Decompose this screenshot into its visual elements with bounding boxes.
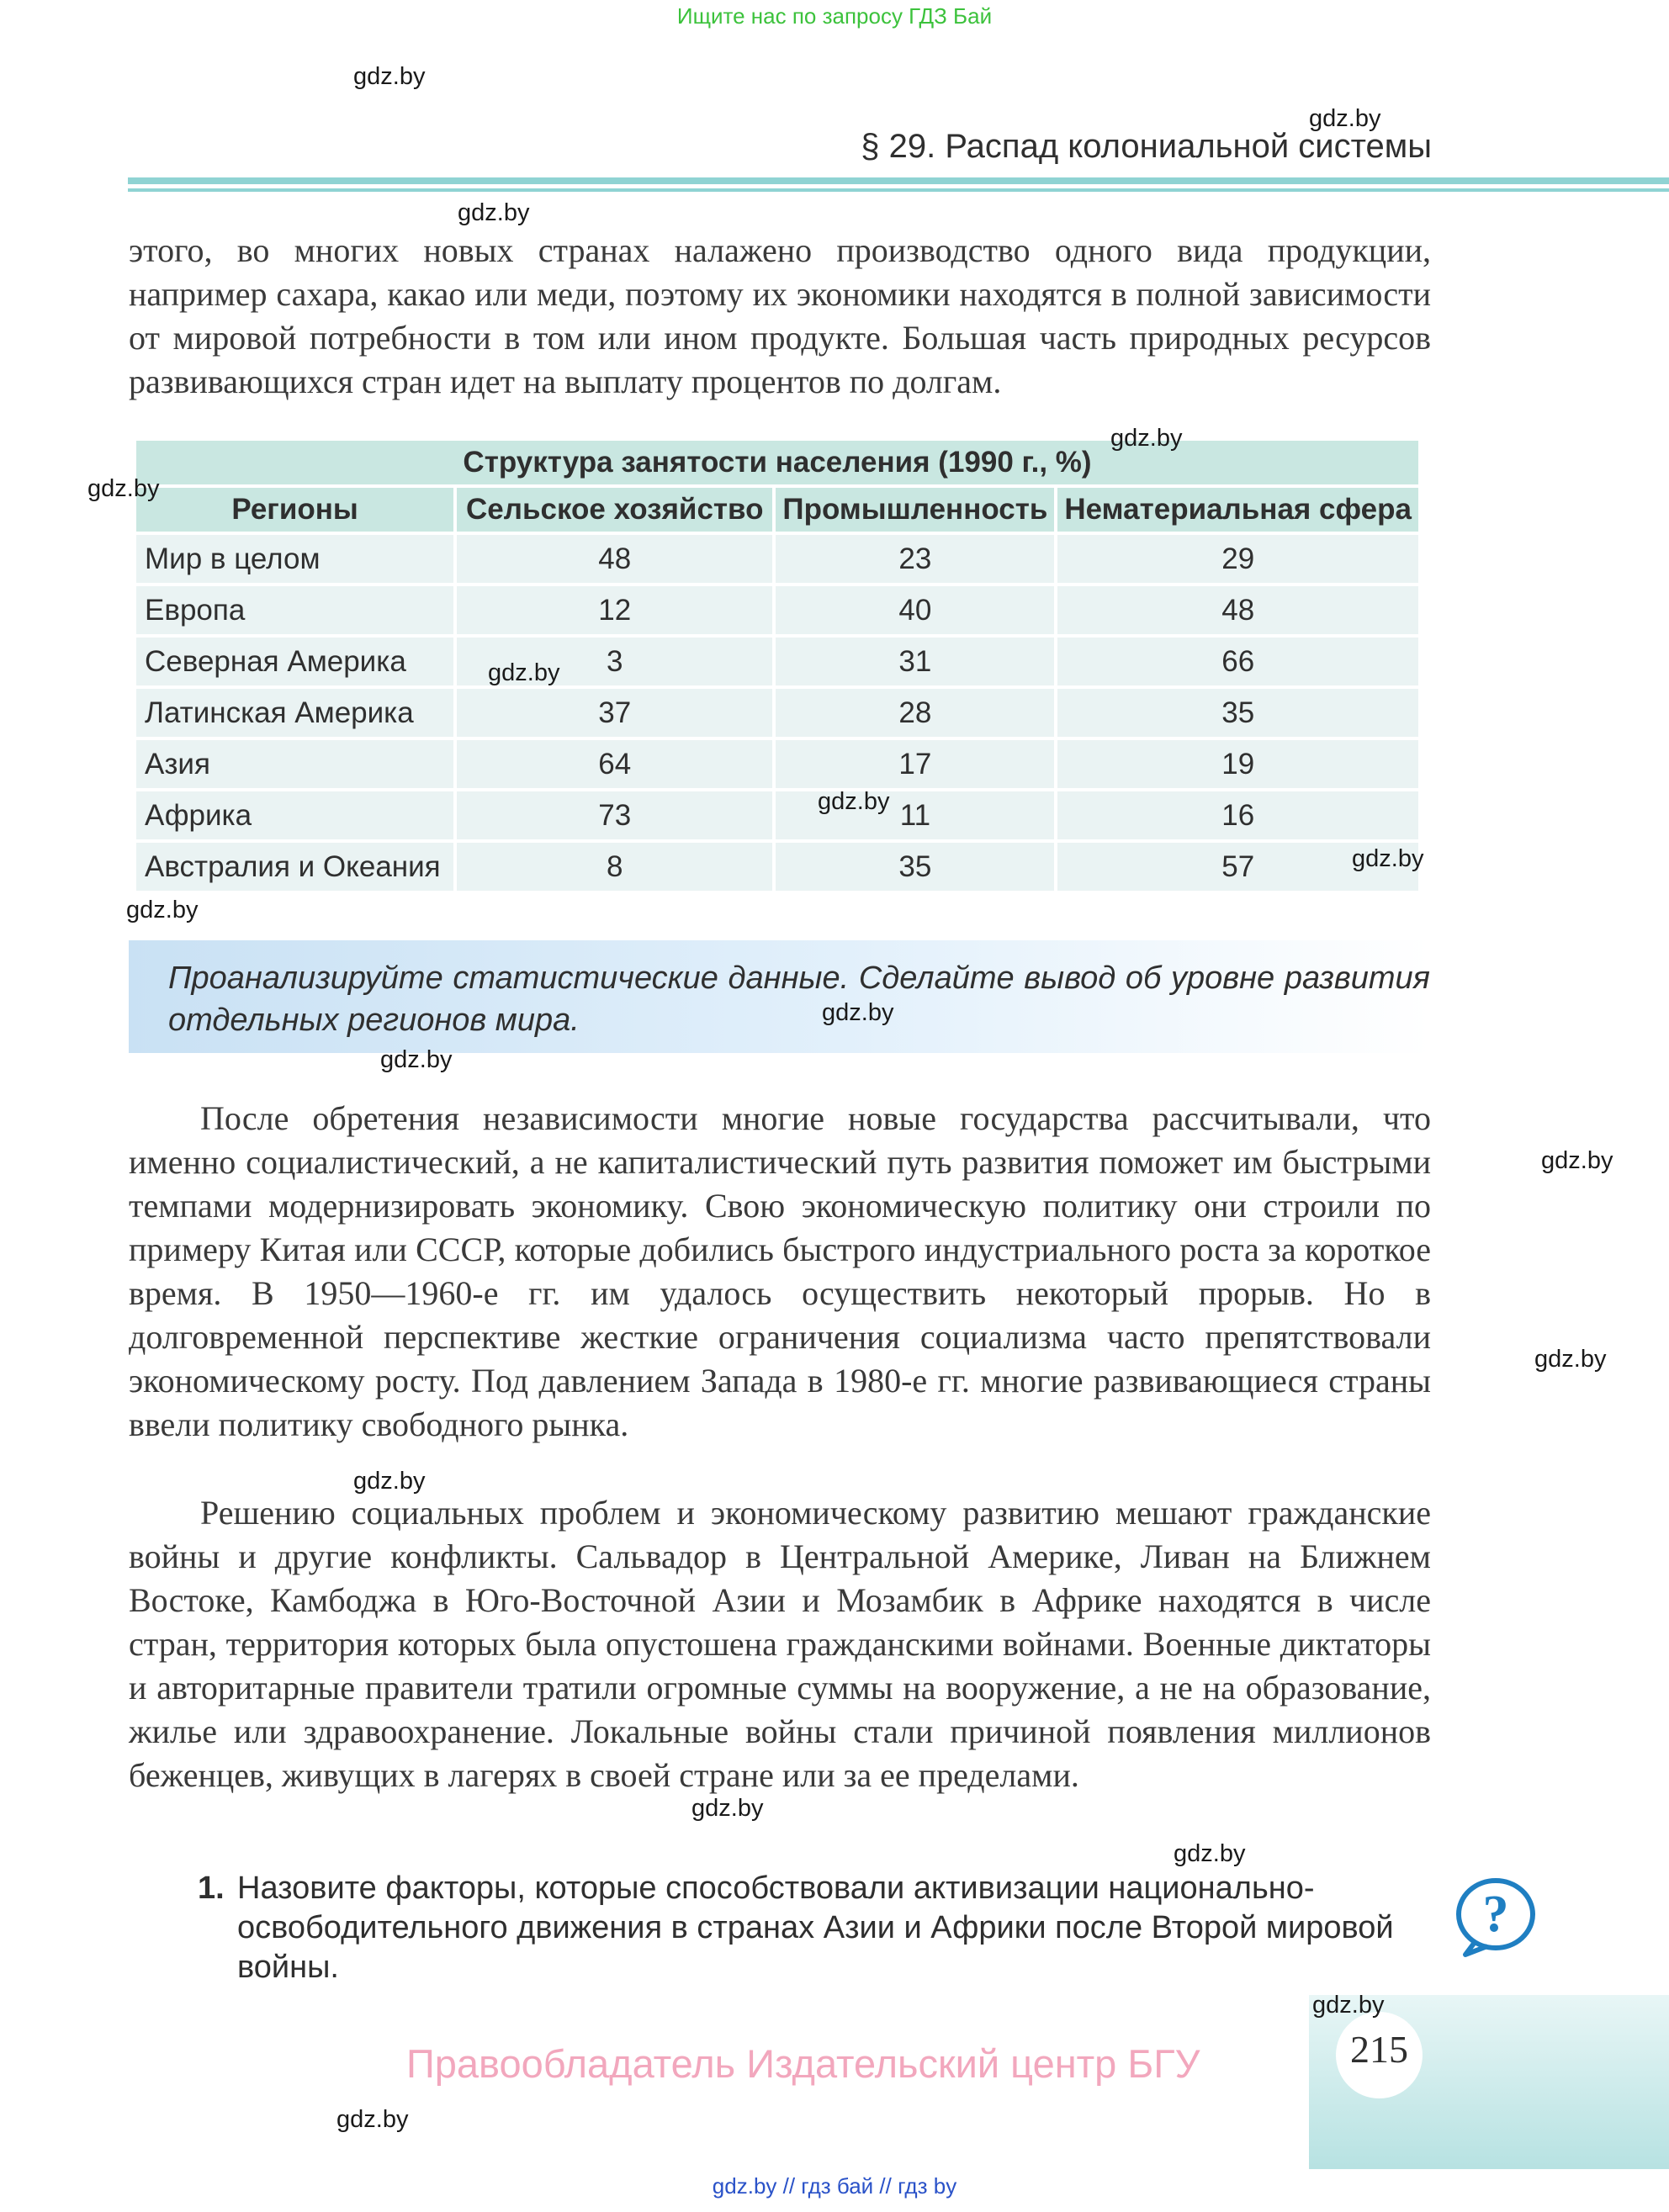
value-cell: 48 — [457, 535, 772, 583]
paragraph-intro: этого, во многих новых странах налажено производство одного вида продукции, например сахара, какао или меди, поэтому их экономики находятся в полной зависимости от мировой потребности в том или ином продукте. Большая часть природных ресурсов развивающихся стран идет на выплату процентов по долгам. — [129, 231, 1431, 400]
watermark: gdz.by — [87, 475, 160, 502]
question-mark-icon — [1452, 1874, 1539, 1958]
watermark: gdz.by — [1541, 1147, 1613, 1174]
value-cell: 37 — [457, 689, 772, 737]
paragraph-conflicts: Решению социальных проблем и экономическому развитию мешают гражданские войны и другие конфликты. Сальвадор в Центральной Америке, Ливан на Ближнем Востоке, Камбоджа в Юго-Восточной Азии и Мозамбик в Африке находятся в числе стран, территория которых была опустошена гражданскими войнами. Военные диктаторы и авторитарные правители тратили огромные суммы на вооружение, а не на образование, жилье или здравоохранение. Локальные войны стали причиной появления миллионов беженцев, живущих в лагерях в своей стране или за ее пределами. — [129, 1494, 1431, 1794]
value-cell: 23 — [776, 535, 1054, 583]
footer-links[interactable]: gdz.by // гдз бай // гдз by — [712, 2173, 957, 2199]
watermark: gdz.by — [488, 659, 560, 686]
table-header: Нематериальная сфера — [1057, 488, 1418, 532]
watermark: gdz.by — [1352, 845, 1424, 872]
table-row — [136, 638, 1418, 685]
question-text: Назовите факторы, которые способствовали активизации национально-освободительного движения в странах Азии и Африки после Второй мировой войны. — [237, 1871, 1394, 1985]
task-text: Проанализируйте статистические данные. Сделайте вывод об уровне развития отдельных регионов мира. — [168, 960, 1430, 1038]
watermark: gdz.by — [458, 199, 530, 226]
region-cell: Австралия и Океания — [136, 843, 453, 891]
table-row — [136, 535, 1418, 583]
value-cell: 11 — [776, 791, 1054, 839]
watermark: gdz.by — [353, 1468, 426, 1495]
value-cell: 12 — [457, 586, 772, 634]
watermark: gdz.by — [691, 1795, 764, 1822]
table-row — [136, 586, 1418, 634]
top-banner: Ищите нас по запросу ГДЗ Бай — [676, 3, 993, 29]
value-cell: 17 — [776, 740, 1054, 788]
copyright-notice: Правообладатель Издательский центр БГУ — [406, 2041, 1200, 2086]
table-row — [136, 689, 1418, 737]
region-cell: Африка — [136, 791, 453, 839]
watermark: gdz.by — [336, 2106, 409, 2133]
table-row — [136, 791, 1418, 839]
value-cell: 73 — [457, 791, 772, 839]
value-cell: 66 — [1057, 638, 1418, 685]
value-cell: 29 — [1057, 535, 1418, 583]
svg-text:?: ? — [1482, 1886, 1509, 1943]
watermark: gdz.by — [380, 1046, 453, 1073]
watermark: gdz.by — [1110, 425, 1183, 452]
value-cell: 19 — [1057, 740, 1418, 788]
table-row — [136, 740, 1418, 788]
value-cell: 35 — [776, 843, 1054, 891]
region-cell: Азия — [136, 740, 453, 788]
region-cell: Латинская Америка — [136, 689, 453, 737]
value-cell: 48 — [1057, 586, 1418, 634]
table-header: Сельское хозяйство — [457, 488, 772, 532]
value-cell: 31 — [776, 638, 1054, 685]
value-cell: 16 — [1057, 791, 1418, 839]
header-rule — [128, 177, 1669, 184]
value-cell: 8 — [457, 843, 772, 891]
task-box — [129, 940, 1431, 1053]
watermark: gdz.by — [126, 897, 199, 923]
table-row — [136, 843, 1418, 891]
watermark: gdz.by — [353, 63, 426, 90]
page-title: § 29. Распад колониальной системы — [861, 128, 1432, 165]
question-item — [199, 1869, 1431, 1987]
watermark: gdz.by — [1534, 1346, 1607, 1373]
value-cell: 3 — [457, 638, 772, 685]
table-header: Регионы — [136, 488, 453, 532]
value-cell: 57 — [1057, 843, 1418, 891]
value-cell: 64 — [457, 740, 772, 788]
watermark: gdz.by — [1174, 1840, 1246, 1867]
value-cell: 28 — [776, 689, 1054, 737]
region-cell: Мир в целом — [136, 535, 453, 583]
question-number: 1. — [198, 1871, 225, 1906]
region-cell: Северная Америка — [136, 638, 453, 685]
watermark: gdz.by — [1309, 105, 1381, 132]
page-number: 215 — [1350, 2028, 1408, 2071]
region-cell: Европа — [136, 586, 453, 634]
watermark: gdz.by — [822, 999, 894, 1026]
watermark: gdz.by — [818, 788, 890, 815]
header-rule-thin — [128, 188, 1669, 192]
employment-table — [133, 437, 1422, 894]
value-cell: 35 — [1057, 689, 1418, 737]
watermark: gdz.by — [1312, 1992, 1385, 2019]
table-header: Промышленность — [776, 488, 1054, 532]
paragraph-socialism: После обретения независимости многие новые государства рассчитывали, что именно социалистический, а не капиталистический путь развития поможет им быстрыми темпами модернизировать экономику. Свою экономическую политику они строили по примеру Китая или СССР, которые добились быстрого индустриального роста за короткое время. В 1950—1960-е гг. им удалось осуществить некоторый прорыв. Но в долговременной перспективе жесткие ограничения социализма часто препятствовали экономическому росту. Под давлением Запада в 1980-е гг. многие развивающиеся страны ввели политику свободного рынка. — [129, 1099, 1431, 1443]
table-caption: Структура занятости населения (1990 г., %) — [136, 441, 1418, 484]
value-cell: 40 — [776, 586, 1054, 634]
